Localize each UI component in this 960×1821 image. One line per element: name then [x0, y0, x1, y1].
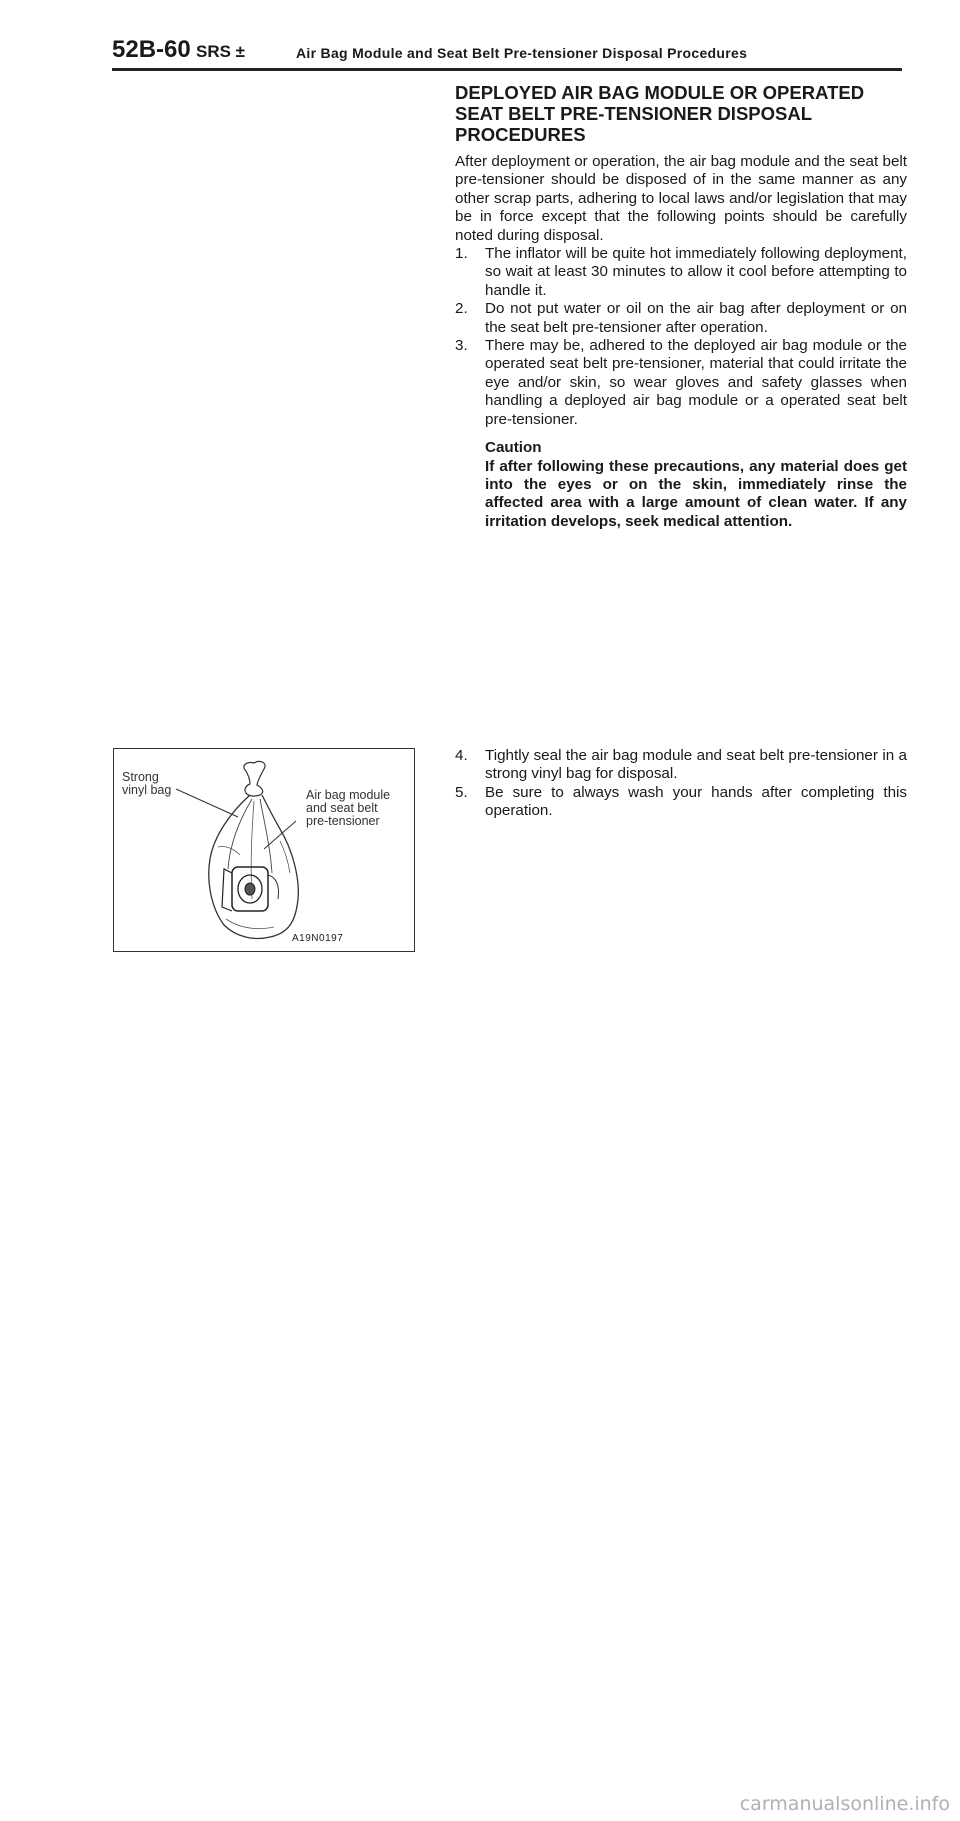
list-item	[455, 300, 907, 337]
list-item	[455, 747, 907, 784]
step-text: There may be, adhered to the deployed air bag module or the operated seat belt pre-tensioner, material that could irritate the eye and/or skin, so wear gloves and safety glasses when handling a deployed air bag module or a operated seat belt pre-tensioner.	[485, 337, 907, 428]
step-number: 3.	[455, 337, 468, 355]
step-text: Be sure to always wash your hands after completing this operation.	[485, 783, 907, 820]
list-item	[455, 784, 907, 821]
footer-watermark: carmanualsonline.info	[739, 1793, 950, 1815]
section-code: SRS ±	[196, 42, 246, 61]
label-air-bag-module: Air bag module and seat belt pre-tensioner	[306, 788, 391, 828]
step-text: The inflator will be quite hot immediately following deployment, so wait at least 30 minutes to allow it cool before attempting to handle it.	[485, 245, 907, 299]
section-title: Air Bag Module and Seat Belt Pre-tensioner Disposal Procedures	[296, 45, 748, 61]
steps-list	[455, 245, 907, 429]
step-number: 5.	[455, 783, 468, 801]
intro-paragraph: After deployment or operation, the air bag module and the seat belt pre-tensioner should be disposed of in the same manner as any other scrap parts, adhering to local laws and/or legislation that may be in force except that the following points should be carefully noted during disposal.	[455, 153, 907, 244]
page-number: 52B-60	[112, 36, 191, 63]
steps-list-continued	[455, 747, 907, 821]
label-strong-vinyl-bag: Strong vinyl bag	[122, 770, 172, 797]
caution-block	[485, 439, 907, 531]
secondary-content	[455, 747, 907, 821]
step-number: 1.	[455, 245, 468, 263]
figure-code: A19N0197	[292, 933, 344, 944]
header-rule	[112, 68, 902, 71]
main-content	[455, 82, 907, 531]
step-text: Do not put water or oil on the air bag after deployment or on the seat belt pre-tensioner after operation.	[485, 300, 907, 336]
step-number: 2.	[455, 300, 468, 318]
illustration-figure	[113, 748, 415, 952]
page-title: DEPLOYED AIR BAG MODULE OR OPERATED SEAT BELT PRE-TENSIONER DISPOSAL PROCEDURES	[455, 82, 865, 145]
step-text: Tightly seal the air bag module and seat belt pre-tensioner in a strong vinyl bag for disposal.	[485, 747, 907, 783]
caution-label: Caution	[485, 439, 542, 457]
list-item	[455, 337, 907, 429]
list-item	[455, 245, 907, 300]
page-header	[112, 36, 902, 66]
step-number: 4.	[455, 747, 468, 764]
caution-text: If after following these precautions, any material does get into the eyes or on the skin, immediately rinse the affected area with a large amount of clean water. If any irritation develops, seek medical attention.	[485, 457, 907, 530]
